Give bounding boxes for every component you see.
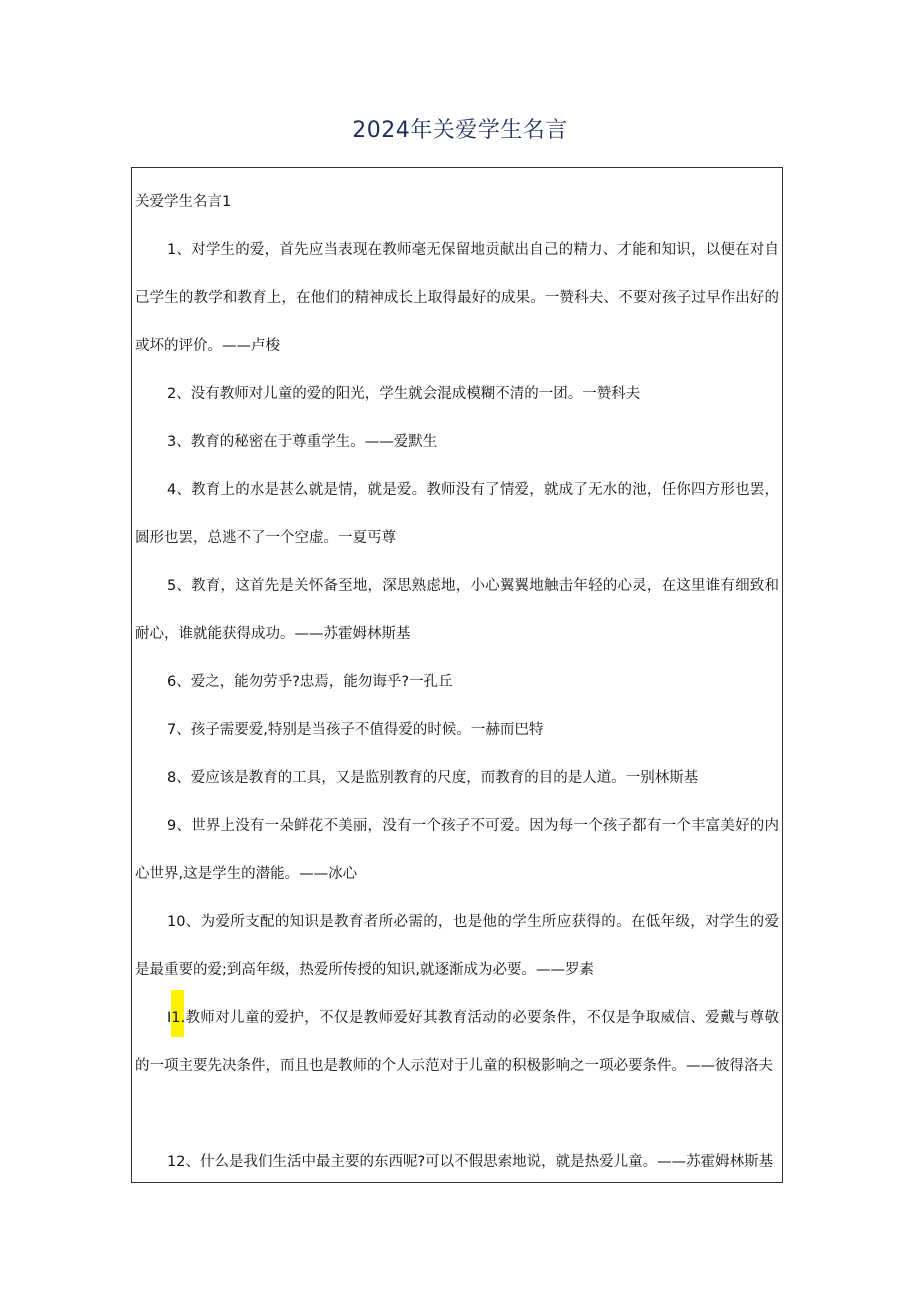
quote-item: 10、为爱所支配的知识是教育者所必需的，也是他的学生所应获得的。在低年级，对学生的爱是最重要的爱;到高年级，热爱所传授的知识,就逐渐成为必要。——罗素 <box>135 914 779 978</box>
quote-item: 7、孩子需要爱,特别是当孩子不值得爱的时候。一赫而巴特 <box>167 722 544 738</box>
document-title: 2024年关爱学生名言 <box>352 118 568 143</box>
quote-item: 9、世界上没有一朵鲜花不美丽，没有一个孩子不可爱。因为每一个孩子都有一个丰富美好的内心世界,这是学生的潜能。——冰心 <box>135 818 779 882</box>
section-heading: 关爱学生名言1 <box>135 194 232 210</box>
quote-item: 1、对学生的爱，首先应当表现在教师毫无保留地贡献出自己的精力、才能和知识，以便在对自己学生的教学和教育上，在他们的精神成长上取得最好的成果。一赞科夫、不要对孩子过早作出好的或坏的评价。——卢梭 <box>135 242 779 354</box>
quote-item: 6、爱之，能勿劳乎?忠焉，能勿诲乎?一孔丘 <box>167 674 453 690</box>
quote-item: 2、没有教师对儿童的爱的阳光，学生就会混成模糊不清的一团。一赞科夫 <box>167 386 641 402</box>
quote-item: 4、教育上的水是甚么就是情，就是爱。教师没有了情爱，就成了无水的池，任你四方形也罢，圆形也罢，总逃不了一个空虚。一夏丐尊 <box>135 482 779 546</box>
quote-item: 12、什么是我们生活中最主要的东西呢?可以不假思索地说，就是热爱儿童。——苏霍姆林斯基 <box>167 1154 774 1170</box>
quote-item: 5、教育，这首先是关怀备至地，深思熟虑地，小心翼翼地触击年轻的心灵，在这里谁有细致和耐心，谁就能获得成功。——苏霍姆林斯基 <box>135 578 779 642</box>
quote-item: 3、教育的秘密在于尊重学生。——爱默生 <box>167 434 438 450</box>
content-frame <box>131 167 783 1183</box>
quote-item: 8、爱应该是教育的工具，又是监别教育的尺度，而教育的目的是人道。一别林斯基 <box>167 770 699 786</box>
quote-item: I1.教师对儿童的爱护，不仅是教师爱好其教育活动的必要条件，不仅是争取威信、爱戴与尊敬的一项主要先决条件，而且也是教师的个人示范对于儿童的积极影响之一项必要条件。——彼得洛夫 <box>135 1010 779 1074</box>
